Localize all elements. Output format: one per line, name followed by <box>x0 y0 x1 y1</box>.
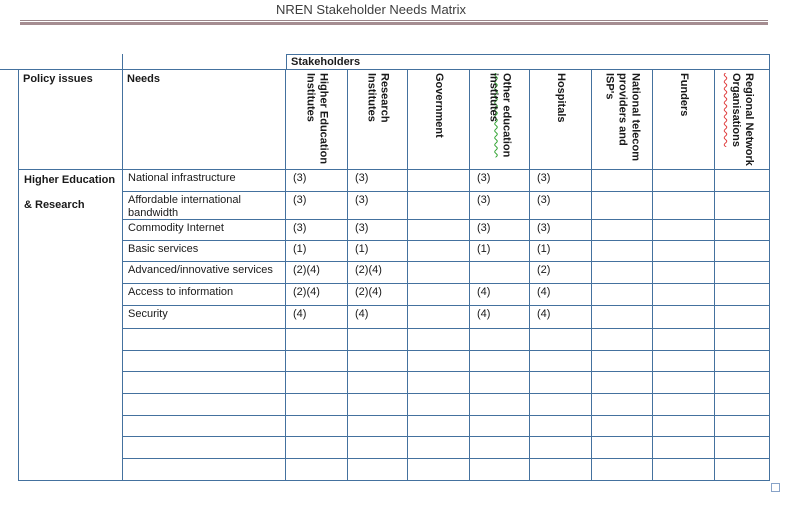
page-title: NREN Stakeholder Needs Matrix <box>275 2 467 17</box>
value-cell[interactable] <box>408 192 470 220</box>
needs-header-cell[interactable]: Needs <box>123 70 286 170</box>
empty-value-cell[interactable] <box>470 459 530 481</box>
stakeholder-label-line: institutes <box>487 73 500 122</box>
empty-value-cell[interactable] <box>592 416 653 437</box>
value-cell[interactable]: (4) <box>286 306 348 329</box>
stakeholder-label-line: Higher Education <box>317 73 330 165</box>
stakeholder-label <box>432 73 445 169</box>
need-cell[interactable]: Affordable international bandwidth <box>123 192 286 220</box>
value-cell[interactable] <box>592 192 653 220</box>
stakeholder-header-hospitals[interactable] <box>530 70 592 170</box>
stakeholder-label-line: Funders <box>678 73 690 117</box>
value-cell[interactable]: (3) <box>470 170 530 192</box>
value-cell[interactable]: (3) <box>348 170 408 192</box>
value-cell[interactable] <box>592 306 653 329</box>
empty-need-cell[interactable] <box>123 437 286 459</box>
value-cell[interactable] <box>715 192 770 220</box>
empty-value-cell[interactable] <box>286 351 348 372</box>
stakeholder-label <box>603 73 642 169</box>
value-cell[interactable]: (1) <box>530 241 592 262</box>
empty-value-cell[interactable] <box>530 459 592 481</box>
value-cell[interactable] <box>715 241 770 262</box>
stakeholder-label-line: Research <box>378 73 391 123</box>
value-cell[interactable] <box>408 284 470 306</box>
title-rule-thin-line <box>20 20 768 21</box>
empty-value-cell[interactable] <box>348 459 408 481</box>
value-cell[interactable]: (1) <box>470 241 530 262</box>
empty-need-cell[interactable] <box>123 372 286 394</box>
need-cell[interactable]: Commodity Internet <box>123 220 286 241</box>
empty-value-cell[interactable] <box>348 329 408 351</box>
value-cell[interactable] <box>653 170 715 192</box>
value-cell[interactable] <box>653 192 715 220</box>
empty-value-cell[interactable] <box>653 394 715 416</box>
empty-value-cell[interactable] <box>470 329 530 351</box>
stakeholder-label-line: Government <box>433 73 445 138</box>
stakeholder-label-line: Hospitals <box>555 73 567 123</box>
value-cell[interactable]: (3) <box>286 192 348 220</box>
value-cell[interactable] <box>592 170 653 192</box>
value-cell[interactable]: (3) <box>530 192 592 220</box>
stakeholder-label-line: National telecom <box>629 73 642 162</box>
empty-need-cell[interactable] <box>123 416 286 437</box>
value-cell[interactable]: (3) <box>286 170 348 192</box>
stakeholder-header-research-institutes[interactable] <box>348 70 408 170</box>
value-cell[interactable] <box>715 306 770 329</box>
empty-value-cell[interactable] <box>530 372 592 394</box>
value-cell[interactable]: (3) <box>470 192 530 220</box>
value-cell[interactable] <box>408 306 470 329</box>
policy-issues-header-cell[interactable]: Policy issues <box>18 70 123 170</box>
stakeholder-label-line: Regional Network <box>743 73 755 166</box>
stakeholder-label <box>677 73 690 169</box>
stakeholder-header-regional-network-organisations[interactable] <box>715 70 770 170</box>
empty-value-cell[interactable] <box>286 416 348 437</box>
empty-value-cell[interactable] <box>715 437 770 459</box>
value-cell[interactable]: (1) <box>286 241 348 262</box>
empty-value-cell[interactable] <box>653 329 715 351</box>
empty-value-cell[interactable] <box>653 351 715 372</box>
empty-value-cell[interactable] <box>715 329 770 351</box>
value-cell[interactable]: (3) <box>470 220 530 241</box>
need-cell[interactable]: Basic services <box>123 241 286 262</box>
value-cell[interactable]: (4) <box>470 284 530 306</box>
value-cell[interactable] <box>408 262 470 284</box>
stakeholder-header-funders[interactable] <box>653 70 715 170</box>
value-cell[interactable]: (3) <box>530 170 592 192</box>
stakeholder-label <box>304 73 330 169</box>
stakeholder-label-line: ISP's <box>603 73 616 100</box>
value-cell[interactable] <box>470 262 530 284</box>
policy-issue-line-1: Higher Education <box>24 174 116 186</box>
empty-value-cell[interactable] <box>348 372 408 394</box>
empty-value-cell[interactable] <box>286 329 348 351</box>
empty-value-cell[interactable] <box>530 437 592 459</box>
empty-value-cell[interactable] <box>653 437 715 459</box>
value-cell[interactable] <box>408 241 470 262</box>
empty-value-cell[interactable] <box>592 437 653 459</box>
empty-value-cell[interactable] <box>592 329 653 351</box>
empty-value-cell[interactable] <box>592 372 653 394</box>
title-rule-thick-line <box>20 22 768 25</box>
empty-value-cell[interactable] <box>653 459 715 481</box>
need-cell[interactable]: National infrastructure <box>123 170 286 192</box>
stakeholder-header-national-telecom-providers-and-isp-s[interactable] <box>592 70 653 170</box>
empty-value-cell[interactable] <box>286 394 348 416</box>
title-rule <box>20 20 768 25</box>
stakeholder-label-line: Institutes <box>304 73 317 122</box>
empty-value-cell[interactable] <box>348 394 408 416</box>
empty-value-cell[interactable] <box>348 351 408 372</box>
empty-value-cell[interactable] <box>408 351 470 372</box>
header-spacer-cell-needs <box>123 54 286 70</box>
value-cell[interactable]: (3) <box>286 220 348 241</box>
empty-value-cell[interactable] <box>470 437 530 459</box>
empty-value-cell[interactable] <box>408 329 470 351</box>
stakeholder-label <box>729 73 755 169</box>
stakeholder-header-higher-education-institutes[interactable] <box>286 70 348 170</box>
stakeholder-label <box>554 73 567 169</box>
header-row-left-border-extension <box>0 69 19 70</box>
value-cell[interactable]: (2)(4) <box>348 262 408 284</box>
table-resize-handle[interactable] <box>771 483 780 492</box>
value-cell[interactable]: (2)(4) <box>348 284 408 306</box>
value-cell[interactable] <box>408 170 470 192</box>
empty-value-cell[interactable] <box>530 394 592 416</box>
stakeholder-label-line-squiggle-green: Other education <box>500 73 513 158</box>
value-cell[interactable] <box>715 284 770 306</box>
value-cell[interactable]: (3) <box>530 220 592 241</box>
empty-value-cell[interactable] <box>653 416 715 437</box>
value-cell[interactable]: (4) <box>470 306 530 329</box>
need-cell[interactable]: Security <box>123 306 286 329</box>
value-cell[interactable] <box>653 306 715 329</box>
empty-value-cell[interactable] <box>408 394 470 416</box>
empty-need-cell[interactable] <box>123 329 286 351</box>
need-cell[interactable]: Access to information <box>123 284 286 306</box>
stakeholder-label-line-squiggle-red: Organisations <box>730 73 742 147</box>
empty-value-cell[interactable] <box>470 351 530 372</box>
value-cell[interactable] <box>653 220 715 241</box>
stakeholder-header-other-education-institutes[interactable] <box>470 70 530 170</box>
stakeholder-label-line: Institutes <box>365 73 378 122</box>
value-cell[interactable]: (3) <box>348 220 408 241</box>
policy-issue-cell[interactable] <box>18 170 123 481</box>
empty-value-cell[interactable] <box>715 351 770 372</box>
value-cell[interactable] <box>592 220 653 241</box>
value-cell[interactable]: (2)(4) <box>286 284 348 306</box>
empty-value-cell[interactable] <box>286 459 348 481</box>
value-cell[interactable]: (4) <box>530 306 592 329</box>
value-cell[interactable] <box>715 170 770 192</box>
empty-value-cell[interactable] <box>408 372 470 394</box>
empty-need-cell[interactable] <box>123 459 286 481</box>
value-cell[interactable]: (4) <box>530 284 592 306</box>
empty-value-cell[interactable] <box>286 372 348 394</box>
stakeholder-label-line: providers and <box>616 73 629 146</box>
empty-value-cell[interactable] <box>348 416 408 437</box>
empty-value-cell[interactable] <box>470 416 530 437</box>
value-cell[interactable] <box>653 262 715 284</box>
empty-value-cell[interactable] <box>470 394 530 416</box>
empty-value-cell[interactable] <box>715 394 770 416</box>
empty-value-cell[interactable] <box>592 394 653 416</box>
empty-need-cell[interactable] <box>123 394 286 416</box>
need-cell[interactable]: Advanced/innovative services <box>123 262 286 284</box>
value-cell[interactable] <box>715 220 770 241</box>
empty-value-cell[interactable] <box>470 372 530 394</box>
policy-issue-line-2: & Research <box>24 199 85 211</box>
empty-value-cell[interactable] <box>408 416 470 437</box>
needs-matrix-table <box>18 54 770 481</box>
value-cell[interactable]: (3) <box>348 192 408 220</box>
empty-value-cell[interactable] <box>592 351 653 372</box>
empty-value-cell[interactable] <box>348 437 408 459</box>
empty-value-cell[interactable] <box>653 372 715 394</box>
stakeholder-label <box>365 73 391 169</box>
empty-need-cell[interactable] <box>123 351 286 372</box>
stakeholders-group-header-cell[interactable]: Stakeholders <box>286 54 770 70</box>
empty-value-cell[interactable] <box>715 459 770 481</box>
stakeholder-label <box>487 73 513 169</box>
empty-value-cell[interactable] <box>530 329 592 351</box>
value-cell[interactable] <box>592 241 653 262</box>
value-cell[interactable]: (1) <box>348 241 408 262</box>
empty-value-cell[interactable] <box>408 437 470 459</box>
empty-value-cell[interactable] <box>592 459 653 481</box>
empty-value-cell[interactable] <box>408 459 470 481</box>
value-cell[interactable] <box>653 241 715 262</box>
value-cell[interactable]: (2) <box>530 262 592 284</box>
empty-value-cell[interactable] <box>715 372 770 394</box>
value-cell[interactable] <box>653 284 715 306</box>
value-cell[interactable]: (4) <box>348 306 408 329</box>
value-cell[interactable] <box>592 262 653 284</box>
value-cell[interactable]: (2)(4) <box>286 262 348 284</box>
empty-value-cell[interactable] <box>286 437 348 459</box>
value-cell[interactable] <box>715 262 770 284</box>
empty-value-cell[interactable] <box>715 416 770 437</box>
empty-value-cell[interactable] <box>530 416 592 437</box>
header-spacer-cell-policy <box>18 54 123 70</box>
stakeholder-header-government[interactable] <box>408 70 470 170</box>
value-cell[interactable] <box>408 220 470 241</box>
value-cell[interactable] <box>592 284 653 306</box>
empty-value-cell[interactable] <box>530 351 592 372</box>
